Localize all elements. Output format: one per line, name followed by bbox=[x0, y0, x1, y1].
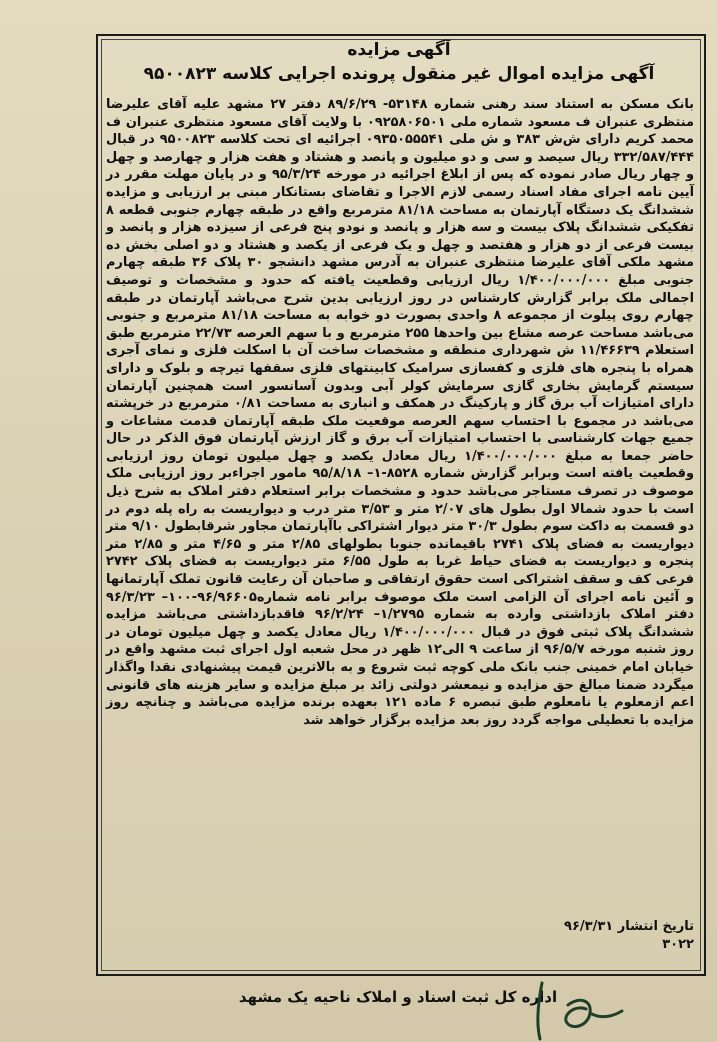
notice-title: آگهی مزایده bbox=[347, 40, 451, 60]
notice-header bbox=[96, 38, 702, 86]
issuer-signature-line: اداره کل ثبت اسناد و املاک ناحیه یک مشهد bbox=[238, 988, 558, 1006]
notice-code: ۳۰۲۲ bbox=[662, 937, 694, 952]
notice-body-paragraph: بانک مسکن به استناد سند رهنی شماره ۵۳۱۴۸- ۸۹/۶/۲۹ دفتر ۲۷ مشهد علیه آقای علیرضا منتظری عنبران ف مسعود شماره ملی ۰۹۲۵۸۰۶۵۰۱ با ولایت آقای مسعود منتظری عنبران ف محمد کریم دارای ش‌ش ۳۸۳ و ش ملی ۰۹۳۵۰۵۵۵۴۱ اجرائیه ای تحت کلاسه ۹۵۰۰۸۲۳ در قبال ۳۳۲/۵۸۷/۴۴۴ ریال سیصد و سی و دو میلیون و پانصد و هشتاد و هفت هزار و چهارصد و چهل و چهار ریال صادر نموده که پس از ابلاغ اجرائیه در مورخه ۹۵/۳/۲۴ و در پایان مهلت مقرر در آیین نامه اجرای مفاد اسناد رسمی لازم الاجرا و تقاضای بستانکار مبنی بر ارزیابی و مزایده ششدانگ یک دستگاه آپارتمان به مساحت ۸۱/۱۸ مترمربع واقع در طبقه چهارم جنوبی قطعه ۸ تفکیکی ششدانگ پلاک بیست و سه هزار و پانصد و نودو پنج فرعی از سیزده هزار و پانصد و بیست فرعی از دو هزار و هفتصد و چهل و یک فرعی از یکصد و هشتاد و دو اصلی بخش ده مشهد ملکی آقای علیرضا منتظری عنبران به آدرس مشهد دانشجو ۳۰ پلاک ۳۶ طبقه چهارم جنوبی مبلغ ۱/۴۰۰/۰۰۰/۰۰۰ ریال ارزیابی وقطعیت یافته که حدود و مشخصات و توصیف اجمالی ملک برابر گزارش کارشناس در روز ارزیابی بدین شرح می‌باشد آپارتمان در طبقه چهارم روی پیلوت از مجموعه ۸ واحدی بصورت دو خوابه به مساحت ۸۱/۱۸ مترمربع و جنوبی می‌باشد مساحت عرصه مشاع بین واحدها ۲۵۵ مترمربع و با سهم العرصه ۲۲/۷۳ مترمربع طبق استعلام ۱۱/۴۶۶۳۹ ش شهرداری منطقه و مشخصات ساخت آن با اسکلت فلزی و نمای آجری همراه با پنجره های فلزی و کفسازی سرامیک کابینتهای فلزی سقفها تیرچه و بلوک و دارای سیستم گرمایش بخاری گازی سرمایش کولر آبی وبدون آسانسور است همچنین آپارتمان دارای امتیازات آب برق گاز و پارکینگ در همکف و انباری به مساحت ۰/۸۱ مترمربع در خرپشته می‌باشد در مجموع با احتساب سهم العرصه موقعیت ملک طبقه آپارتمان قدمت مشاعات و جمیع جهات کارشناسی با احتساب امتیازات آب برق و گاز ارزش آپارتمان فوق الذکر در حال حاضر جمعا به مبلغ ۱/۴۰۰/۰۰۰/۰۰۰ ریال معادل یکصد و چهل میلیون تومان روز ارزیابی وقطعیت یافته است وبرابر گزارش شماره ۸۵۲۸-۱– ۹۵/۸/۱۸ مامور اجراءبر روز ارزیابی ملک موصوف در تصرف مستاجر می‌باشد حدود و مشخصات برابر استعلام دفتر املاک به شرح ذیل است با حدود شمالا اول بطول های ۲/۰۷ متر و ۳/۵۳ متر درب و دیواریست به راه پله دوم در دو قسمت به داکت سوم بطول ۳۰/۳ متر دیوار اشتراکی باآپارتمان مجاور شرقابطول ۹/۱۰ متر دیواریست به فضای پلاک ۲۷۴۱ باقیمانده جنوبا بطولهای ۲/۸۵ متر و ۴/۶۵ متر و ۲/۸۵ متر پنجره و دیواریست به فضای حیاط غربا به طول ۶/۵۵ متر دیواریست به فضای پلاک ۲۷۴۲ فرعی کف و سقف اشتراکی است حقوق ارتفاقی و صاحبان آن رعایت قانون تملک آپارتمانها و آئین نامه اجرای آن الزامی است ملک موصوف برابر نامه شماره۹۶/۹۶۶۰۵-۱۰۰– ۹۶/۳/۲۳ دفتر املاک بازداشتی وارده به شماره ۱/۲۷۹۵– ۹۶/۲/۲۴ فاقدبازداشتی می‌باشد مزایده ششدانگ پلاک ثبتی فوق در قبال ۱/۴۰۰/۰۰۰/۰۰۰ ریال معادل یکصد و چهل میلیون تومان در روز شنبه مورخه ۹۶/۵/۷ از ساعت ۹ الی۱۲ ظهر در محل شعبه اول اجرای ثبت مشهد واقع در خیابان امام خمینی جنب بانک ملی کوچه ثبت شروع و به بالاترین قیمت پیشنهادی نقدا واگذار میگردد ضمنا مبالغ حق مزایده و نیمعشر دولتی زائد بر مبلغ مزایده و سایر هزینه های قانونی اعم ازمعلوم یا نامعلوم طبق تبصره ۶ ماده ۱۲۱ بعهده برنده مزایده می‌باشد و چنانچه روز مزایده با تعطیلی مواجه گردد روز بعد مزایده برگزار خواهد شد bbox=[106, 97, 695, 728]
notice-body bbox=[106, 96, 694, 729]
handwritten-signature bbox=[520, 975, 630, 1042]
publish-date: تاریخ انتشار ۹۶/۳/۳۱ bbox=[564, 919, 694, 934]
notice-subtitle: آگهی مزایده اموال غیر منقول پرونده اجرایی کلاسه ۹۵۰۰۸۲۳ bbox=[143, 64, 655, 84]
